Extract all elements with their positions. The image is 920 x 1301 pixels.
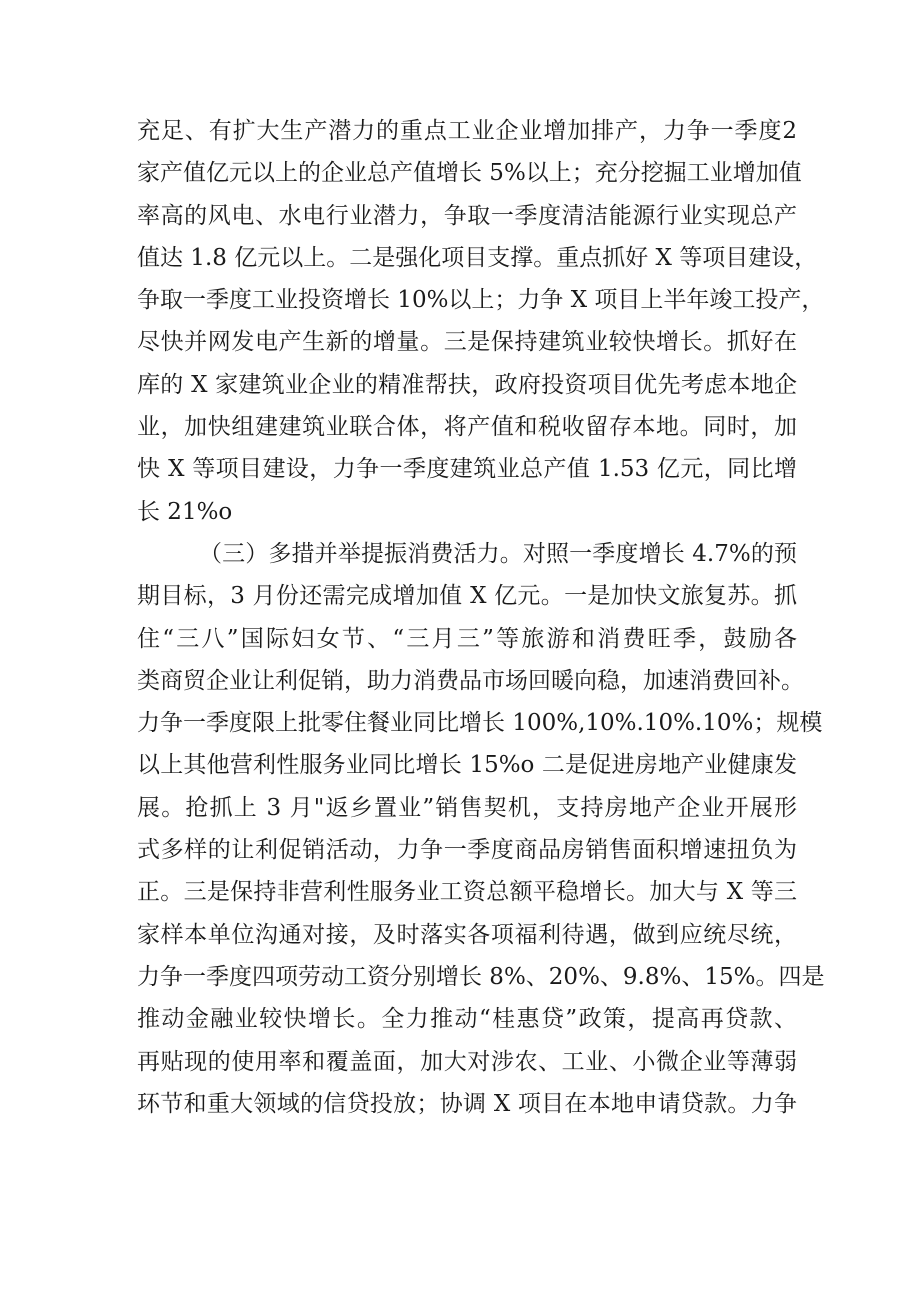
text-line: 期目标，3 月份还需完成增加值 X 亿元。一是加快文旅复苏。抓: [137, 583, 797, 610]
text-line: 类商贸企业让利促销，助力消费品市场回暖向稳，加速消费回补。: [137, 667, 804, 694]
text-line: 环节和重大领域的信贷投放；协调 X 项目在本地申请贷款。力争: [137, 1090, 797, 1117]
text-line: 家产值亿元以上的企业总产值增长 5%以上；充分挖掘工业增加值: [137, 160, 802, 187]
text-line: 力争一季度四项劳动工资分别增长 8%、20%、9.8%、15%。四是: [137, 963, 825, 990]
text-line: 快 X 等项目建设，力争一季度建筑业总产值 1.53 亿元，同比增: [137, 456, 797, 483]
text-line: 住“三八”国际妇女节、“三月三”等旅游和消费旺季，鼓励各: [137, 625, 797, 652]
body-text: [137, 110, 825, 1125]
text-line: 家样本单位沟通对接，及时落实各项福利待遇，做到应统尽统，: [137, 921, 797, 948]
text-line: 再贴现的使用率和覆盖面，加大对涉农、工业、小微企业等薄弱: [137, 1048, 797, 1075]
text-line: 值达 1.8 亿元以上。二是强化项目支撑。重点抓好 X 等项目建设，: [137, 244, 818, 271]
text-line: 以上其他营利性服务业同比增长 15%o 二是促进房地产业健康发: [137, 752, 797, 779]
text-line: 充足、有扩大生产潜力的重点工业企业增加排产，力争一季度2: [137, 118, 797, 144]
paragraph-end-line: 长 21%o: [137, 498, 233, 525]
text-line: 推动金融业较快增长。全力推动“桂惠贷”政策，提高再贷款、: [137, 1006, 797, 1033]
text-line: 尽快并网发电产生新的增量。三是保持建筑业较快增长。抓好在: [137, 329, 797, 356]
text-line: 展。抢抓上 3 月"返乡置业”销售契机，支持房地产企业开展形: [137, 794, 797, 821]
text-line: 正。三是保持非营利性服务业工资总额平稳增长。加大与 X 等三: [137, 879, 797, 906]
text-line: 库的 X 家建筑业企业的精准帮扶，政府投资项目优先考虑本地企: [137, 371, 797, 398]
text-line: 争取一季度工业投资增长 10%以上；力争 X 项目上半年竣工投产，: [137, 287, 825, 314]
text-line: 业，加快组建建筑业联合体，将产值和税收留存本地。同时，加: [137, 414, 797, 441]
section-heading-line: （三）多措并举提振消费活力。对照一季度增长 4.7%的预: [199, 540, 797, 567]
text-line: 率高的风电、水电行业潜力，争取一季度清洁能源行业实现总产: [137, 202, 797, 229]
text-line: 力争一季度限上批零住餐业同比增长 100%,10%.10%.10%；规模: [137, 710, 823, 737]
text-line: 式多样的让利促销活动，力争一季度商品房销售面积增速扭负为: [137, 837, 797, 864]
